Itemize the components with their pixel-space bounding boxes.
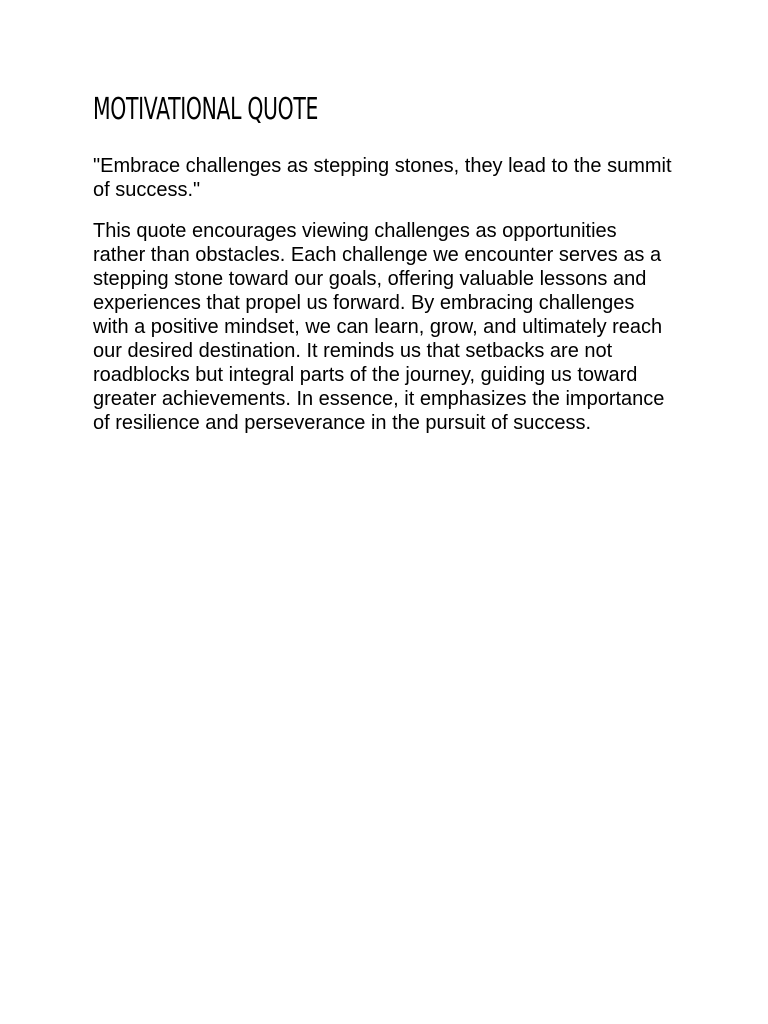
- document-page: [93, 92, 673, 435]
- document-title: MOTIVATIONAL QUOTE: [93, 92, 319, 127]
- quote-text: "Embrace challenges as stepping stones, they lead to the summit of success.": [93, 155, 672, 201]
- explanation-paragraph: This quote encourages viewing challenges as opportunities rather than obstacles. Each challenge we encounter serves as a stepping stone toward our goals, offering valuable lessons and experiences that propel us forward. By embracing challenges with a positive mindset, we can learn, grow, and ultimately reach our desired destination. It reminds us that setbacks are not roadblocks but integral parts of the journey, guiding us toward greater achievements. In essence, it emphasizes the importance of resilience and perseverance in the pursuit of success.: [93, 220, 665, 434]
